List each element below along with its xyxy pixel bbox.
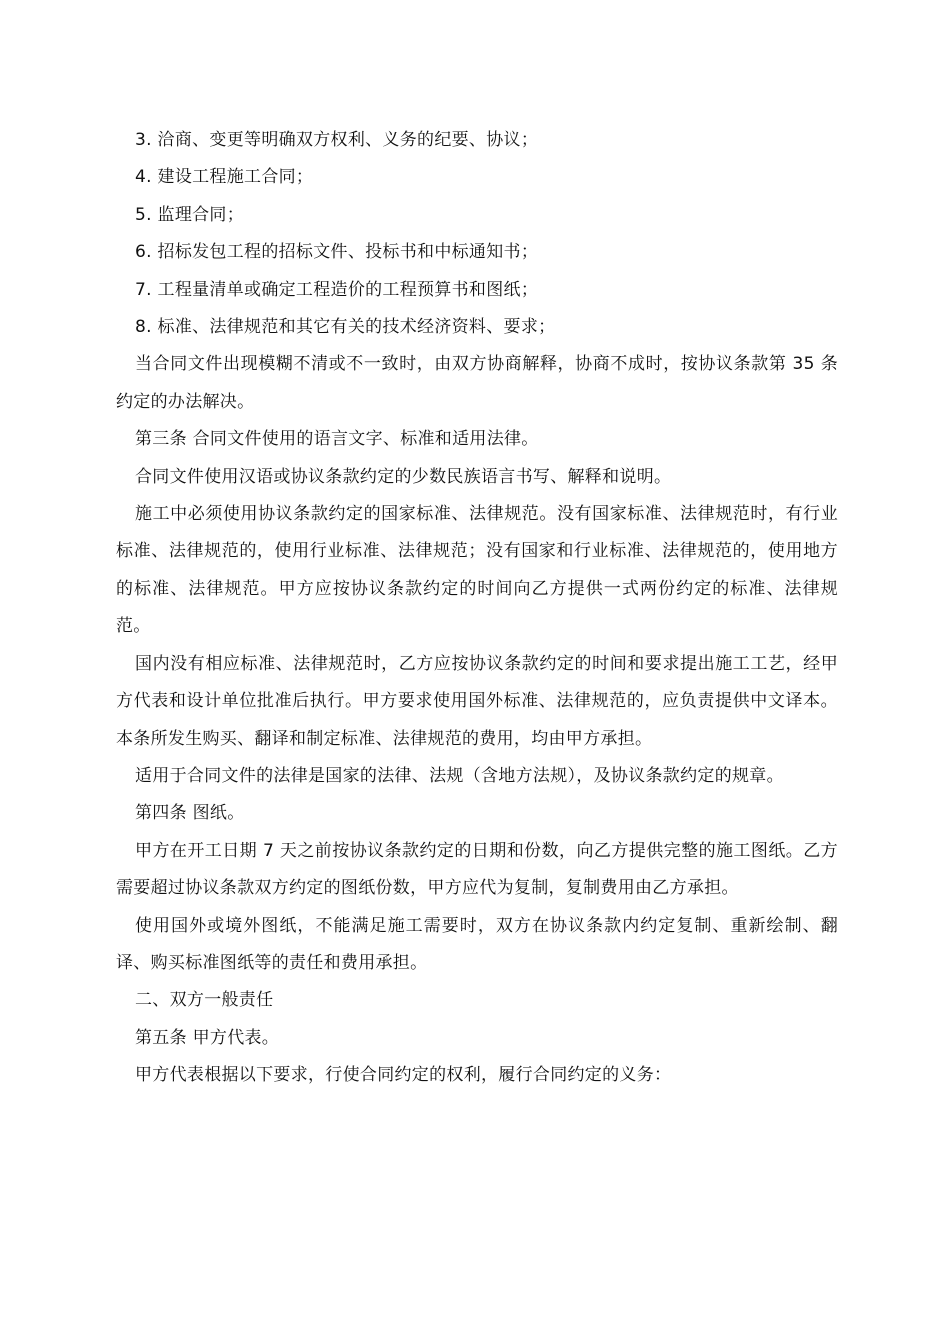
list-item-5: 5. 监理合同；: [135, 204, 245, 225]
section-2-heading: 二、双方一般责任: [135, 990, 274, 1011]
list-item-8: 8. 标准、法律规范和其它有关的技术经济资料、要求；: [135, 317, 556, 338]
article-3-heading: 第三条 合同文件使用的语言文字、标准和适用法律。: [135, 429, 539, 450]
paragraph-representative-duties: 甲方代表根据以下要求，行使合同约定的权利，履行合同约定的义务：: [135, 1065, 672, 1086]
paragraph-ambiguity: 当合同文件出现模糊不清或不一致时，由双方协商解释，协商不成时，按协议条款第 35 条约定的办法解决。: [116, 354, 838, 412]
article-4-heading: 第四条 图纸。: [135, 803, 245, 824]
paragraph-applicable-law: 适用于合同文件的法律是国家的法律、法规（含地方法规），及协议条款约定的规章。: [135, 765, 784, 786]
list-item-7: 7. 工程量清单或确定工程造价的工程预算书和图纸；: [135, 279, 539, 300]
list-item-3: 3. 洽商、变更等明确双方权利、义务的纪要、协议；: [135, 130, 539, 150]
article-5-heading: 第五条 甲方代表。: [135, 1027, 280, 1048]
paragraph-drawings-provision: 甲方在开工日期 7 天之前按协议条款约定的日期和份数，向乙方提供完整的施工图纸。乙方需要超过协议条款双方约定的图纸份数，甲方应代为复制，复制费用由乙方承担。: [116, 840, 838, 899]
paragraph-no-standards: 国内没有相应标准、法律规范时，乙方应按协议条款约定的时间和要求提出施工工艺，经甲方代表和设计单位批准后执行。甲方要求使用国外标准、法律规范的，应负责提供中文译本。本条所发生购买、翻译和制定标准、法律规范的费用，均由甲方承担。: [116, 653, 838, 749]
list-item-6: 6. 招标发包工程的招标文件、投标书和中标通知书；: [135, 242, 539, 263]
paragraph-language: 合同文件使用汉语或协议条款约定的少数民族语言书写、解释和说明。: [135, 466, 672, 487]
paragraph-standards: 施工中必须使用协议条款约定的国家标准、法律规范。没有国家标准、法律规范时，有行业标准、法律规范的，使用行业标准、法律规范；没有国家和行业标准、法律规范的，使用地方的标准、法律规范。甲方应按协议条款约定的时间向乙方提供一式两份约定的标准、法律规范。: [116, 504, 838, 637]
paragraph-foreign-drawings: 使用国外或境外图纸，不能满足施工需要时，双方在协议条款内约定复制、重新绘制、翻译、购买标准图纸等的责任和费用承担。: [116, 915, 838, 973]
document-body: [116, 122, 838, 1095]
list-item-4: 4. 建设工程施工合同；: [135, 167, 314, 188]
